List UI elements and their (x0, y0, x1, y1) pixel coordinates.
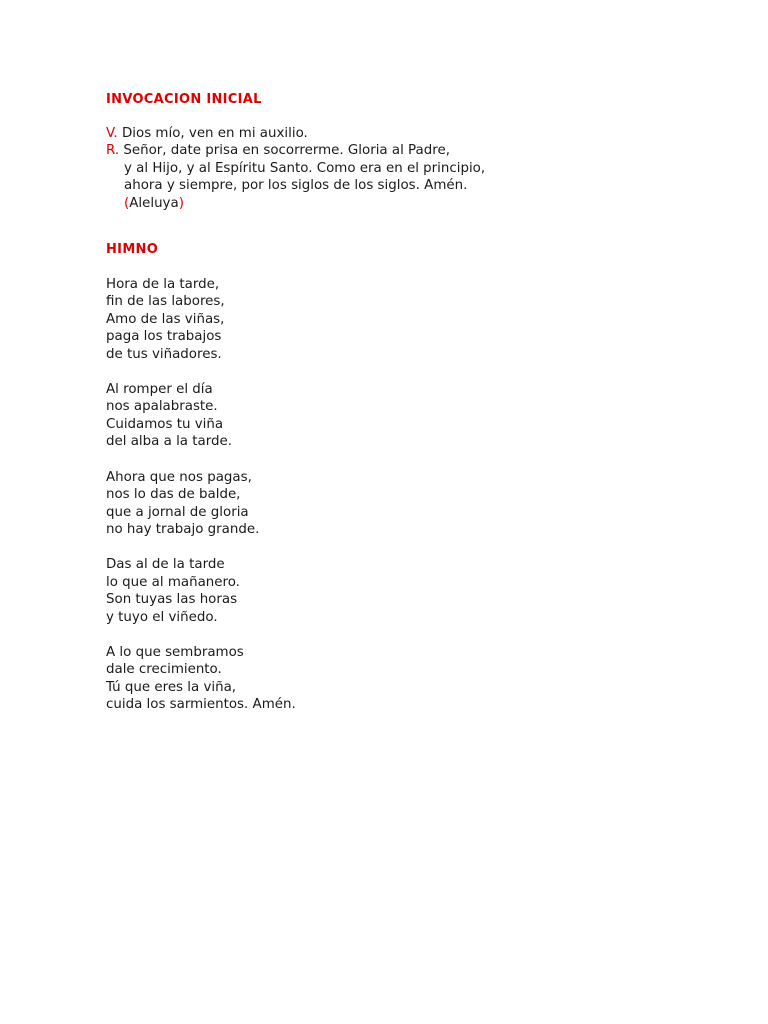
stanza-line: del alba a la tarde. (106, 434, 232, 450)
response-line-3: ahora y siempre, por los siglos de los siglos. Amén. (124, 178, 468, 194)
stanza-line: Tú que eres la viña, (106, 679, 237, 695)
versicle-line (106, 125, 706, 142)
aleluya-line (106, 195, 706, 212)
stanza-line: que a jornal de gloria (106, 504, 249, 520)
stanza-line: nos apalabraste. (106, 399, 218, 415)
stanza-line: Cuidamos tu viña (106, 416, 224, 432)
stanza-line: cuida los sarmientos. Amén. (106, 697, 296, 713)
stanza-line: y tuyo el viñedo. (106, 609, 218, 625)
stanza-line: Son tuyas las horas (106, 592, 238, 608)
stanza-line: Amo de las viñas, (106, 311, 225, 327)
response-text-1: Señor, date prisa en socorrerme. Gloria al Padre, (123, 143, 450, 159)
aleluya-close-paren: ) (178, 195, 184, 211)
stanza-line: de tus viñadores. (106, 346, 222, 362)
hymn-stanza-3 (106, 469, 706, 539)
invocation-heading: INVOCACION INICIAL (106, 92, 262, 107)
invocation-block (106, 125, 706, 212)
stanza-line: Ahora que nos pagas, (106, 469, 252, 485)
aleluya-open-paren: ( (124, 195, 130, 211)
stanza-line: A lo que sembramos (106, 644, 244, 660)
section-spacer (106, 212, 706, 241)
response-line-2: y al Hijo, y al Espíritu Santo. Como era en el principio, (124, 160, 486, 176)
hymn-stanza-4 (106, 556, 706, 626)
stanza-line: no hay trabajo grande. (106, 521, 260, 537)
stanza-line: lo que al mañanero. (106, 574, 240, 590)
stanza-line: Hora de la tarde, (106, 277, 220, 293)
stanza-line: fin de las labores, (106, 294, 225, 310)
document-page (106, 91, 706, 714)
hymn-heading: HIMNO (106, 242, 159, 258)
stanza-line: nos lo das de balde, (106, 487, 241, 503)
versicle-marker: V. (106, 126, 118, 141)
stanza-line: Das al de la tarde (106, 557, 225, 573)
stanza-line: Al romper el día (106, 382, 213, 398)
versicle-text: Dios mío, ven en mi auxilio. (121, 126, 308, 141)
response-marker: R. (106, 143, 120, 159)
hymn-stanza-1 (106, 276, 706, 363)
stanza-line: paga los trabajos (106, 329, 222, 345)
aleluya-text: Aleluya (129, 195, 179, 211)
hymn-stanza-5 (106, 644, 706, 714)
response-line-1 (106, 142, 706, 159)
hymn-stanza-2 (106, 381, 706, 451)
stanza-line: dale crecimiento. (106, 662, 222, 678)
